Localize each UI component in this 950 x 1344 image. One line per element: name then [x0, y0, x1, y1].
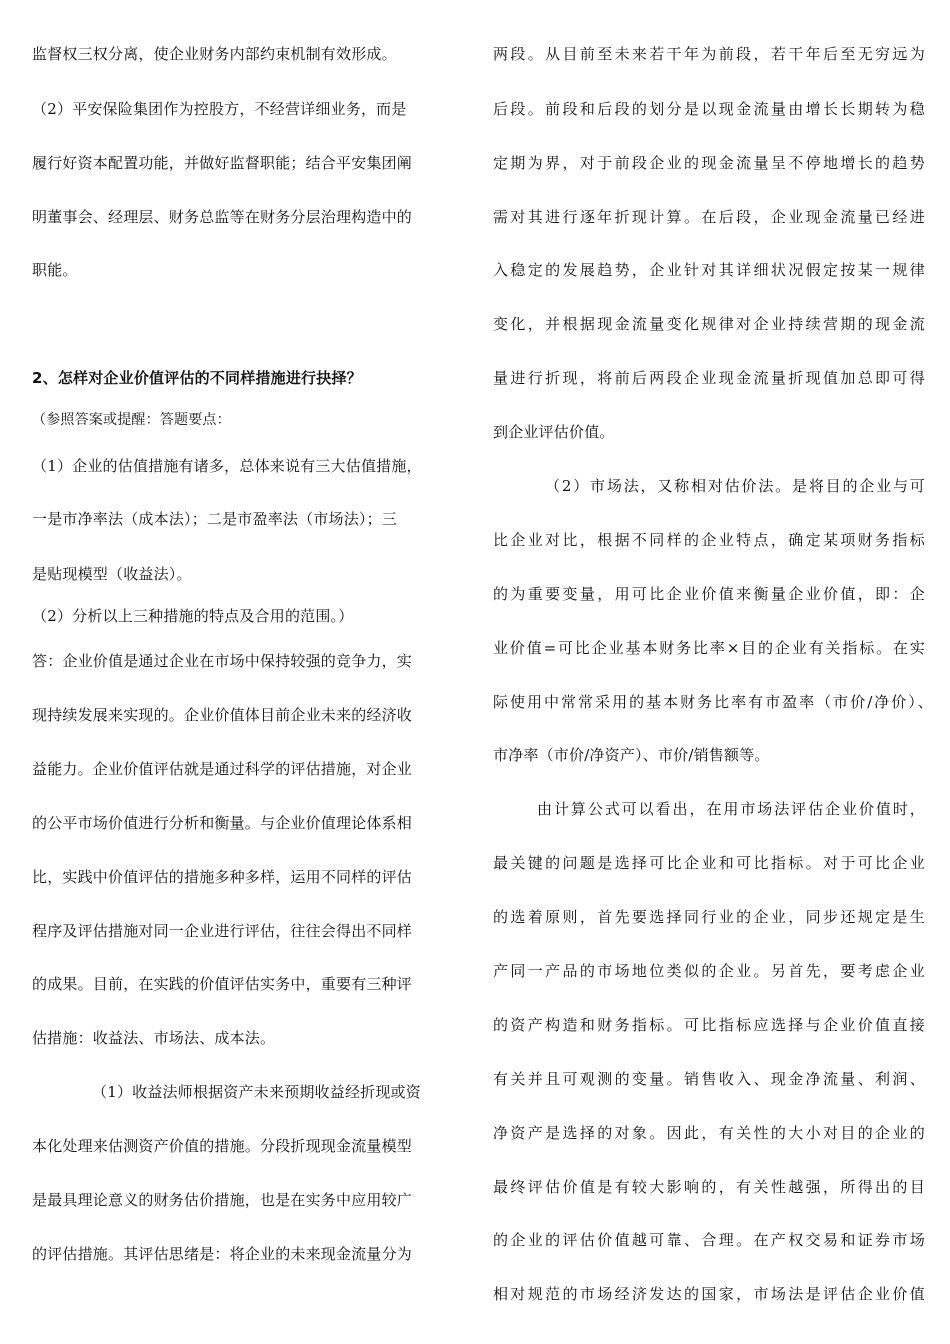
text-line: 现持续发展来实现的。企业价值体目前企业未来的经济收: [32, 706, 413, 724]
text-line: （1）企业的估值措施有诸多，总体来说有三大估值措施，: [32, 457, 422, 475]
text-line: 变化，并根据现金流量变化规律对企业持续营期的现金流: [493, 315, 925, 333]
text-line: 监督权三权分离，使企业财务内部约束机制有效形成。: [32, 45, 397, 63]
text-line: （2）平安保险集团作为控股方，不经营详细业务，而是: [32, 100, 407, 118]
text-line: 明董事会、经理层、财务总监等在财务分层治理构造中的: [32, 208, 413, 226]
text-line: 相对规范的市场经济发达的国家，市场法是评估企业价值: [493, 1285, 925, 1303]
text-line: 入稳定的发展趋势，企业针对其详细状况假定按某一规律: [493, 261, 925, 279]
text-line: 的企业的评估价值越可靠、合理。在产权交易和证券市场: [493, 1231, 925, 1249]
text-line: 的为重要变量，用可比企业价值来衡量企业价值，即：企: [493, 585, 925, 603]
text-line: 的公平市场价值进行分析和衡量。与企业价值理论体系相: [32, 814, 413, 832]
text-line: 的成果。目前，在实践的价值评估实务中，重要有三种评: [32, 975, 413, 993]
text-line: （2）市场法，又称相对估价法。是将目的企业与可: [545, 477, 925, 495]
text-line: 比企业对比，根据不同样的企业特点，确定某项财务指标: [493, 531, 925, 549]
text-line: 职能。: [32, 261, 78, 279]
text-line: 本化处理来估测资产价值的措施。分段折现现金流量模型: [32, 1137, 413, 1155]
question-heading: 2、怎样对企业价值评估的不同样措施进行抉择？: [32, 369, 362, 387]
text-line: 产同一产品的市场地位类似的企业。另首先，要考虑企业: [493, 962, 925, 980]
text-line: 有关并且可观测的变量。销售收入、现金净流量、利润、: [493, 1070, 925, 1088]
text-line: 是最具理论意义的财务估价措施，也是在实务中应用较广: [32, 1191, 413, 1209]
text-line: 的评估措施。其评估思绪是：将企业的未来现金流量分为: [32, 1245, 413, 1263]
text-line: 履行好资本配置功能，并做好监督职能；结合平安集团阐: [32, 154, 413, 172]
text-line: 业价值=可比企业基本财务比率×目的企业有关指标。在实: [493, 639, 925, 657]
text-line: 的资产构造和财务指标。可比指标应选择与企业价值直接: [493, 1016, 925, 1034]
text-line: 比，实践中价值评估的措施多种多样，运用不同样的评估: [32, 868, 413, 886]
text-line: （2）分析以上三种措施的特点及合用的范围。）: [32, 607, 354, 625]
text-line: 由计算公式可以看出，在用市场法评估企业价值时，: [537, 800, 925, 818]
text-line: 定期为界，对于前段企业的现金流量呈不停地增长的趋势: [493, 154, 925, 172]
text-line: 净资产是选择的对象。因此，有关性的大小对目的企业的: [493, 1124, 925, 1142]
text-line: （参照答案或提醒：答题要点：: [32, 412, 231, 428]
text-line: （1）收益法师根据资产未来预期收益经折现或资: [92, 1083, 421, 1101]
text-line: 际使用中常常采用的基本财务比率有市盈率（市价/净价）、: [493, 693, 933, 711]
text-line: 估措施：收益法、市场法、成本法。: [32, 1029, 276, 1047]
text-line: 市净率（市价/净资产）、市价/销售额等。: [493, 746, 770, 764]
text-line: 最终评估价值是有较大影响的，有关性越强，所得出的目: [493, 1178, 925, 1196]
text-line: 程序及评估措施对同一企业进行评估，往往会得出不同样: [32, 922, 413, 940]
text-line: 是贴现模型（收益法）。: [32, 565, 192, 583]
text-line: 需对其进行逐年折现计算。在后段，企业现金流量已经进: [493, 208, 925, 226]
text-line: 的选着原则，首先要选择同行业的企业，同步还规定是生: [493, 908, 925, 926]
text-line: 量进行折现，将前后两段企业现金流量折现值加总即可得: [493, 369, 925, 387]
text-line: 后段。前段和后段的划分是以现金流量由增长长期转为稳: [493, 100, 925, 118]
text-line: 一是市净率法（成本法）；二是市盈率法（市场法）；三: [32, 510, 398, 528]
text-line: 到企业评估价值。: [493, 423, 615, 441]
text-line: 答：企业价值是通过企业在市场中保持较强的竞争力，实: [32, 652, 413, 670]
text-line: 两段。从目前至未来若干年为前段，若干年后至无穷远为: [493, 45, 925, 63]
text-line: 最关键的问题是选择可比企业和可比指标。对于可比企业: [493, 854, 925, 872]
text-line: 益能力。企业价值评估就是通过科学的评估措施，对企业: [32, 760, 413, 778]
